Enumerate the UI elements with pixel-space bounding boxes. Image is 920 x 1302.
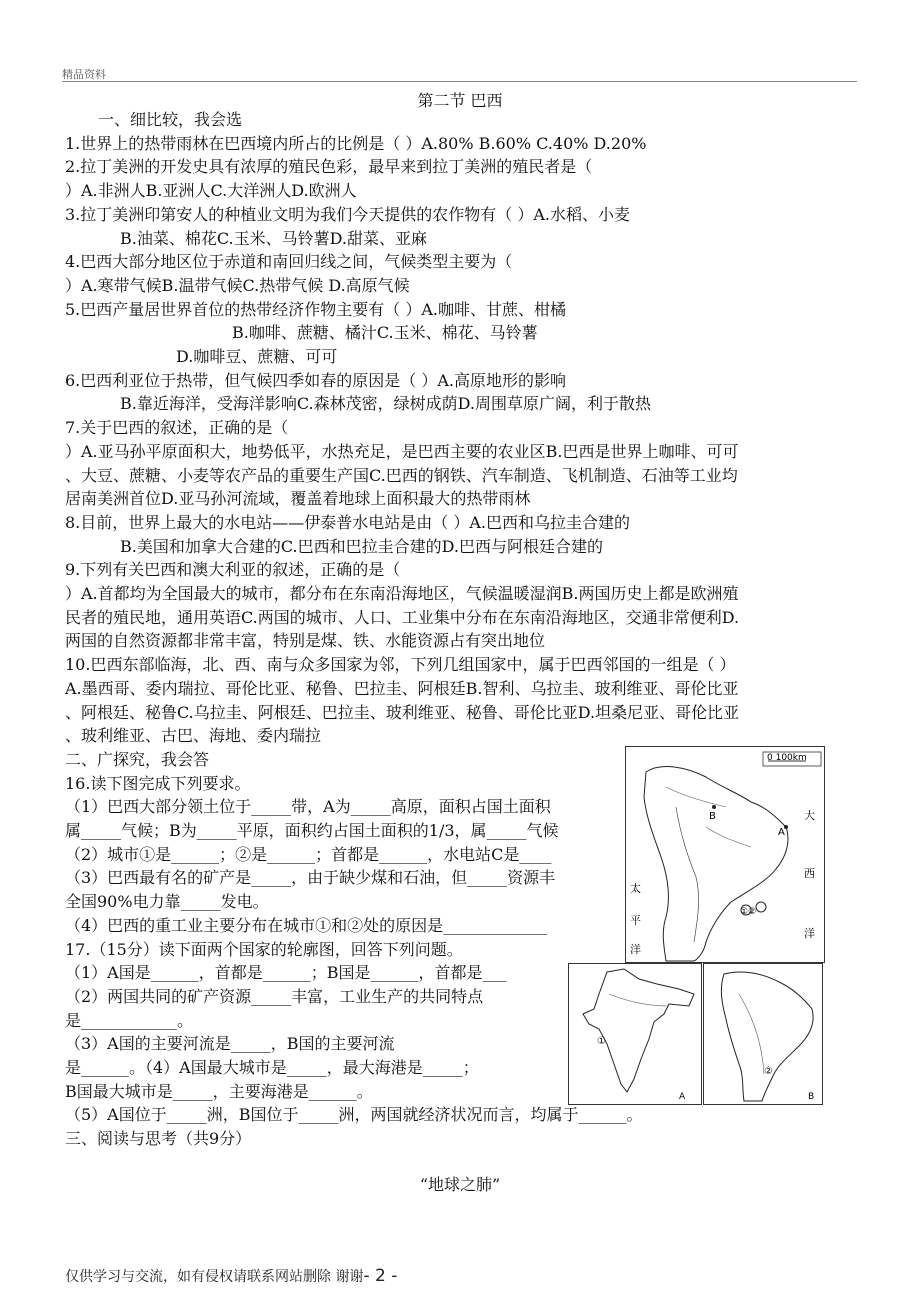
header-rule: [62, 81, 857, 82]
text-line: 1.世界上的热带雨林在巴西境内所占的比例是（ ）A.80% B.60% C.40% D.20%: [65, 134, 647, 153]
text-line: （4）巴西的重工业主要分布在城市①和②处的原因是_____________: [65, 916, 548, 935]
map-ocean-right-2: 西: [804, 867, 815, 880]
page-title: 第二节 巴西: [417, 91, 503, 110]
text-line: 、阿根廷、秘鲁C.乌拉圭、阿根廷、巴拉圭、玻利维亚、秘鲁、哥伦比亚D.坦桑尼亚、哥伦比亚: [65, 703, 740, 722]
text-line: A.墨西哥、委内瑞拉、哥伦比亚、秘鲁、巴拉圭、阿根廷B.智利、乌拉圭、玻利维亚、哥伦比亚: [65, 679, 739, 698]
map-ocean-left-2: 平: [630, 914, 641, 927]
text-line: B.油菜、棉花C.玉米、马铃薯D.甜菜、亚麻: [120, 229, 427, 248]
text-line: 2.拉丁美洲的开发史具有浓厚的殖民色彩，最早来到拉丁美洲的殖民者是（: [65, 157, 593, 176]
footer-note: 仅供学习与交流，如有侵权请联系网站删除 谢谢: [65, 1269, 364, 1285]
map-scale: 0 100km: [767, 753, 807, 763]
text-line: 属_____气候；B为_____平原，面积约占国土面积的1/3，属_____气候: [65, 821, 559, 840]
header-source: 精品资料: [62, 68, 106, 81]
text-line: 17.（15分）读下面两个国家的轮廓图，回答下列问题。: [65, 940, 463, 959]
text-line: 6.巴西利亚位于热带，但气候四季如春的原因是（ ）A.高原地形的影响: [65, 371, 566, 390]
text-line: 3.拉丁美洲印第安人的种植业文明为我们今天提供的农作物有（ ）A.水稻、小麦: [65, 205, 630, 224]
text-line: ）A.亚马孙平原面积大，地势低平，水热充足，是巴西主要的农业区B.巴西是世界上咖啡、可可: [65, 442, 739, 461]
text-line: B.靠近海洋，受海洋影响C.森林茂密，绿树成荫D.周围草原广阔，利于散热: [120, 394, 651, 413]
text-line: （3）A国的主要河流是_____，B国的主要河流: [65, 1034, 395, 1053]
text-line: 7.关于巴西的叙述，正确的是（: [65, 418, 289, 437]
brazil-small-label: B: [808, 1092, 815, 1102]
text-line: 二、广探究，我会答: [65, 750, 210, 769]
text-line: 两国的自然资源都非常丰富，特别是煤、铁、水能资源占有突出地位: [65, 631, 546, 650]
map-label-a: A: [778, 827, 785, 838]
text-line: ）A.非洲人B.亚洲人C.大洋洲人D.欧洲人: [65, 181, 357, 200]
text-line: 一、细比较，我会选: [98, 110, 243, 129]
text-line: ）A.寒带气候B.温带气候C.热带气候 D.高原气候: [65, 276, 410, 295]
text-line: 三、阅读与思考（共9分）: [65, 1129, 252, 1148]
text-line: 、大豆、蔗糖、小麦等农产品的重要生产国C.巴西的钢铁、汽车制造、飞机制造、石油等工业均: [65, 466, 738, 485]
india-map-label: A: [679, 1092, 686, 1102]
india-map-marker: ①: [597, 1036, 606, 1047]
map-city-markers: ①②: [740, 907, 757, 917]
text-line: 居南美洲首位D.亚马孙河流域，覆盖着地球上面积最大的热带雨林: [65, 489, 531, 508]
text-line: 4.巴西大部分地区位于赤道和南回归线之间，气候类型主要为（: [65, 252, 513, 271]
text-line: 、玻利维亚、古巴、海地、委内瑞拉: [65, 726, 322, 745]
map-ocean-right-1: 大: [804, 809, 815, 822]
text-line: （3）巴西最有名的矿产是_____，由于缺少煤和石油，但_____资源丰: [65, 868, 556, 887]
text-line: B国最大城市是_____，主要海港是______。: [65, 1082, 373, 1101]
brazil-outline-map: [703, 963, 823, 1105]
india-outline-map: [568, 963, 702, 1105]
text-line: （2）两国共同的矿产资源_____丰富，工业生产的共同特点: [65, 987, 484, 1006]
text-line: D.咖啡豆、蔗糖、可可: [176, 347, 338, 366]
map-ocean-left-1: 太: [630, 882, 641, 895]
text-line: （1）巴西大部分领土位于_____带，A为_____高原，面积占国土面积: [65, 797, 551, 816]
page-number: - 2 -: [363, 1266, 398, 1286]
text-line: 5.巴西产量居世界首位的热带经济作物主要有（ ）A.咖啡、甘蔗、柑橘: [65, 300, 566, 319]
text-line: B.美国和加拿大合建的C.巴西和巴拉圭合建的D.巴西与阿根廷合建的: [120, 537, 603, 556]
text-line: 9.下列有关巴西和澳大利亚的叙述，正确的是（: [65, 560, 401, 579]
text-line: （2）城市①是______；②是______；首都是______，水电站C是____: [65, 845, 552, 864]
reading-title: “地球之肺”: [419, 1175, 501, 1194]
text-line: 8.目前，世界上最大的水电站——伊泰普水电站是由（ ）A.巴西和乌拉圭合建的: [65, 513, 630, 532]
text-line: 是______。（4）A国最大城市是_____，最大海港是_____；: [65, 1058, 479, 1077]
text-line: ）A.首都均为全国最大的城市，都分布在东南沿海地区，气候温暖湿润B.两国历史上都是欧洲殖: [65, 584, 739, 603]
map-ocean-left-3: 洋: [630, 943, 641, 956]
text-line: （1）A国是______，首都是______；B国是______，首都是___: [65, 963, 507, 982]
text-line: 是____________。: [65, 1011, 194, 1030]
map-label-b: B: [709, 811, 716, 822]
map-ocean-right-3: 洋: [804, 927, 815, 940]
text-line: 16.读下图完成下列要求。: [65, 774, 251, 793]
text-line: 全国90%电力靠_____发电。: [65, 892, 269, 911]
brazil-map: [625, 746, 825, 963]
text-line: 10.巴西东部临海，北、西、南与众多国家为邻，下列几组国家中，属于巴西邻国的一组是（ ）: [65, 655, 736, 674]
footer: [65, 1266, 397, 1286]
text-line: （5）A国位于_____洲，B国位于_____洲，两国就经济状况而言，均属于______。: [65, 1105, 643, 1124]
text-line: B.咖啡、蔗糖、橘汁C.玉米、棉花、马铃薯: [232, 323, 538, 342]
text-line: 民者的殖民地，通用英语C.两国的城市、人口、工业集中分布在东南沿海地区，交通非常便利D.: [65, 608, 740, 627]
brazil-small-marker: ②: [764, 1066, 773, 1077]
